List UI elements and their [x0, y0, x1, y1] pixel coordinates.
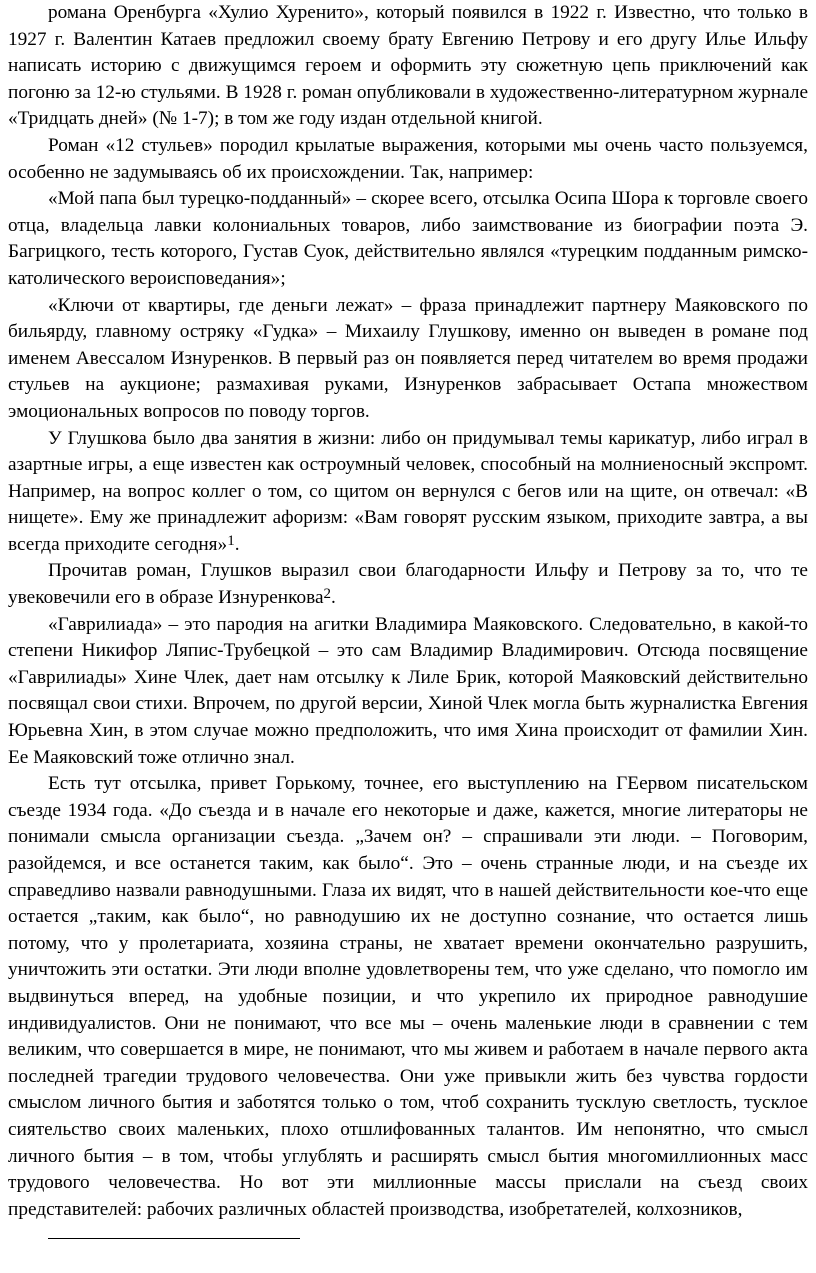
footnote-reference[interactable]: 1 [227, 532, 235, 549]
paragraph-3 [8, 186, 808, 292]
paragraph-end-punct: . [331, 587, 336, 609]
footnote-separator-line [48, 1238, 300, 1239]
paragraph-text: Роман «12 стульев» породил крылатые выражения, которыми мы очень часто пользуемся, особенно не задумываясь об их происхождении. Так, например: [8, 134, 808, 183]
body-text [8, 0, 808, 1223]
paragraph-6 [8, 558, 808, 611]
paragraph-5 [8, 426, 808, 559]
footnote-reference[interactable]: 2 [323, 586, 332, 603]
paragraph-text: романа Оренбурга «Хулио Хуренито», который появился в 1922 г. Известно, что только в 1927 г. Валентин Катаев предложил своему брату Евгению Петрову и его другу Илье Ильфу написать историю с движущимся героем и оформить эту сюжетную цепь приключений как погоню за 12-ю стульями. В 1928 г. роман опубликовали в художественно-литературном журнале «Тридцать дней» (№ 1-7); в том же году издан отдельной книгой. [8, 2, 808, 130]
paragraph-end-punct: . [234, 533, 240, 555]
paragraph-text: «Гаврилиада» – это пародия на агитки Владимира Маяковского. Следовательно, в какой-то степени Никифор Ляпис-Трубецкой – это сам Владимир Владимирович. Отсюда посвящение «Гаврилиады» Хине Члек, дает нам отсылку к Лиле Брик, которой Маяковский действительно посвящал свои стихи. Впрочем, по другой версии, Хиной Члек могла быть журналистка Евгения Юрьевна Хин, в этом случае можно предположить, что имя Хина происходит от фамилии Хин. Ее Маяковский тоже отлично знал. [8, 613, 808, 768]
paragraph-text: Есть тут отсылка, привет Горькому, точнее, его выступлению на ГЕервом писательском съезде 1934 года. «До съезда и в начале его некоторые и даже, кажется, многие литераторы не понимали смысла организации съезда. „Зачем он? – спрашивали эти люди. – Поговорим, разойдемся, и все останется таким, как было“. Это – очень странные люди, и на съезде их справедливо назвали равнодушными. Глаза их видят, что в нашей действительности кое-что еще остается „таким, как было“, но равнодушию их не доступно сознание, что остается лишь потому, что у пролетариата, хозяина страны, не хватает времени окончательно разрушить, уничтожить эти остатки. Эти люди вполне удовлетворены тем, что уже сделано, что помогло им выдвинуться вперед, на удобные позиции, и что укрепило их природное равнодушие индивидуалистов. Они не понимают, что все мы – очень маленькие люди в сравнении с тем великим, что совершается в мире, не понимают, что мы живем и работаем в начале первого акта последней трагедии трудового человечества. Они уже привыкли жить без чувства гордости смыслом личного бытия и заботятся только о том, чтоб сохранить тусклую светлость, тусклое сиятельство своих маленьких, плохо отшлифованных талантов. Им непонятно, что смысл личного бытия – в том, чтобы углублять и расширять смысл бытия многомиллионных масс трудового человечества. Но вот эти миллионные массы прислали на съезд своих представителей: рабочих различных областей производства, изобретателей, колхозников, [8, 773, 808, 1220]
paragraph-text: «Мой папа был турецко-подданный» – скорее всего, отсылка Осипа Шора к торговле своего отца, владельца лавки колониальных товаров, либо заимствование из биографии поэта Э. Багрицкого, тесть которого, Густав Суок, действительно являлся «турецким подданным римско-католического вероисповедания»; [8, 188, 808, 289]
paragraph-1 [8, 0, 808, 133]
paragraph-8 [8, 771, 808, 1223]
paragraph-text: У Глушкова было два занятия в жизни: либо он придумывал темы карикатур, либо играл в азартные игры, а еще известен как остроумный человек, способный на молниеносный экспромт. Например, на вопрос коллег о том, со щитом он вернулся с бегов или на щите, он отвечал: «В нищете». Ему же принадлежит афоризм: «Вам говорят русским языком, приходите завтра, а вы всегда приходите сегодня» [8, 427, 808, 555]
paragraph-4 [8, 293, 808, 426]
paragraph-text: «Ключи от квартиры, где деньги лежат» – фраза принадлежит партнеру Маяковского по бильярду, главному остряку «Гудка» – Михаилу Глушкову, именно он выведен в романе под именем Авессалом Изнуренков. В первый раз он появляется перед читателем во время продажи стульев на аукционе; размахивая руками, Изнуренков забрасывает Остапа множеством эмоциональных вопросов по поводу торгов. [8, 294, 808, 422]
paragraph-7 [8, 612, 808, 772]
paragraph-text: Прочитав роман, Глушков выразил свои благодарности Ильфу и Петрову за то, что те увековечили его в образе Изнуренкова [8, 560, 808, 609]
paragraph-2 [8, 133, 808, 186]
